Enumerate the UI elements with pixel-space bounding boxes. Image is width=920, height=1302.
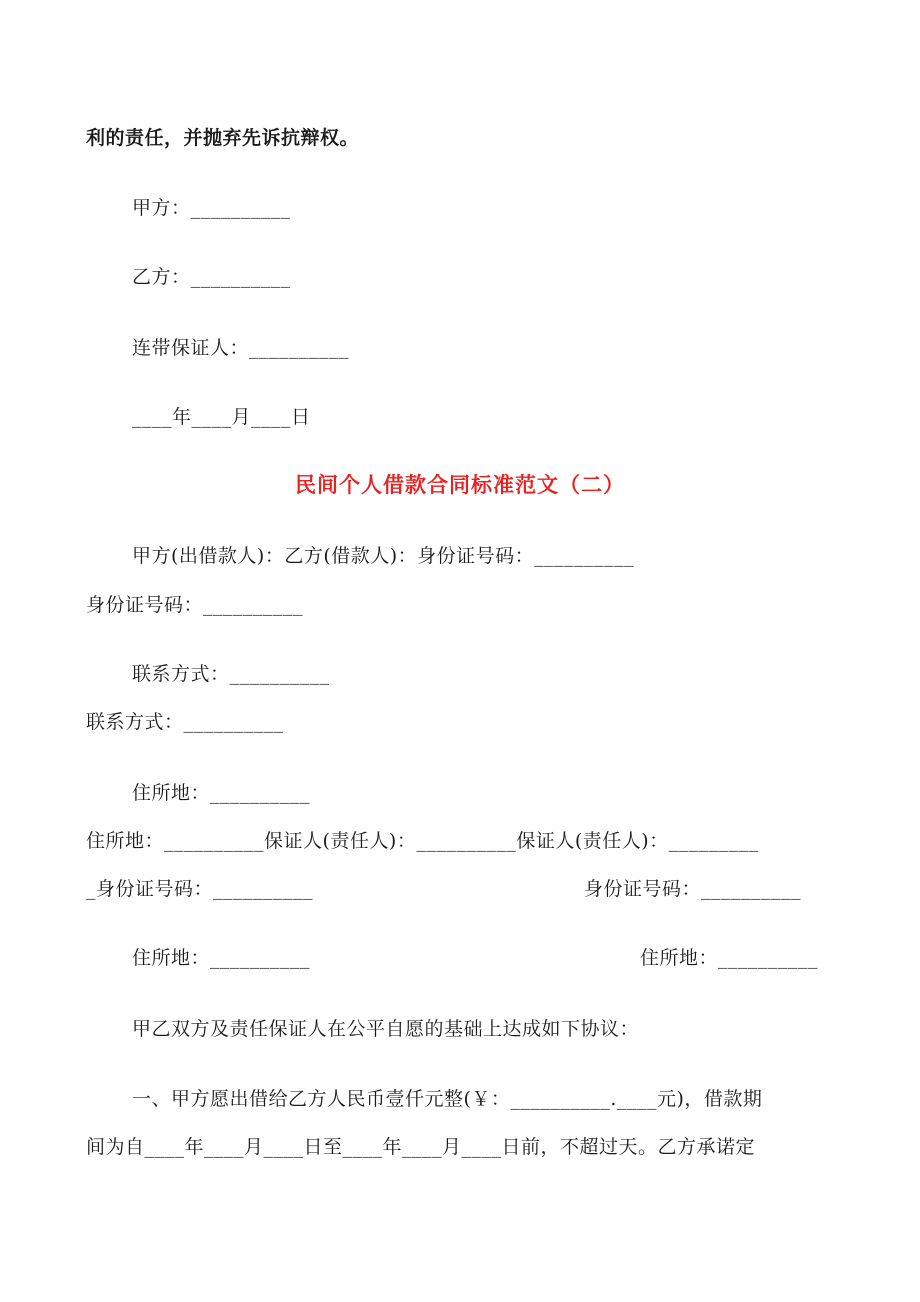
date-line: ____年____月____日 bbox=[132, 406, 311, 428]
document-title: 民间个人借款合同标准范文（二） bbox=[295, 472, 625, 497]
agreement-intro: 甲乙双方及责任保证人在公平自愿的基础上达成如下协议： bbox=[132, 1018, 640, 1040]
clause-1-line-1: 一、甲方愿出借给乙方人民币壹仟元整(￥：__________.____元)，借款期 bbox=[132, 1088, 763, 1110]
clause-1-line-2: 间为自____年____月____日至____年____月____日前，不超过天。乙方承诺定 bbox=[86, 1136, 756, 1158]
id-number-line: 身份证号码：__________ bbox=[86, 594, 304, 616]
party-a-signature-line: 甲方：__________ bbox=[132, 197, 291, 219]
guarantor-address-right: 住所地：__________ bbox=[640, 947, 819, 969]
address-line-a: 住所地：__________ bbox=[132, 782, 311, 804]
guarantor-signature-line: 连带保证人：__________ bbox=[132, 337, 350, 359]
guarantor-address-left: 住所地：__________ bbox=[132, 947, 311, 969]
contact-line-a: 联系方式：__________ bbox=[132, 663, 330, 685]
parties-header-line: 甲方(出借款人)：乙方(借款人)：身份证号码：__________ bbox=[132, 545, 635, 567]
guarantor-id-line-left: _身份证号码：__________ bbox=[86, 878, 314, 900]
paragraph-fragment: 利的责任，并抛弃先诉抗辩权。 bbox=[86, 127, 360, 149]
address-guarantor-line: 住所地：__________保证人(责任人)：__________保证人(责任人)：_________ bbox=[86, 830, 759, 852]
party-b-signature-line: 乙方：__________ bbox=[132, 266, 291, 288]
contact-line-b: 联系方式：__________ bbox=[86, 711, 284, 733]
guarantor-id-line-right: 身份证号码：__________ bbox=[584, 878, 802, 900]
